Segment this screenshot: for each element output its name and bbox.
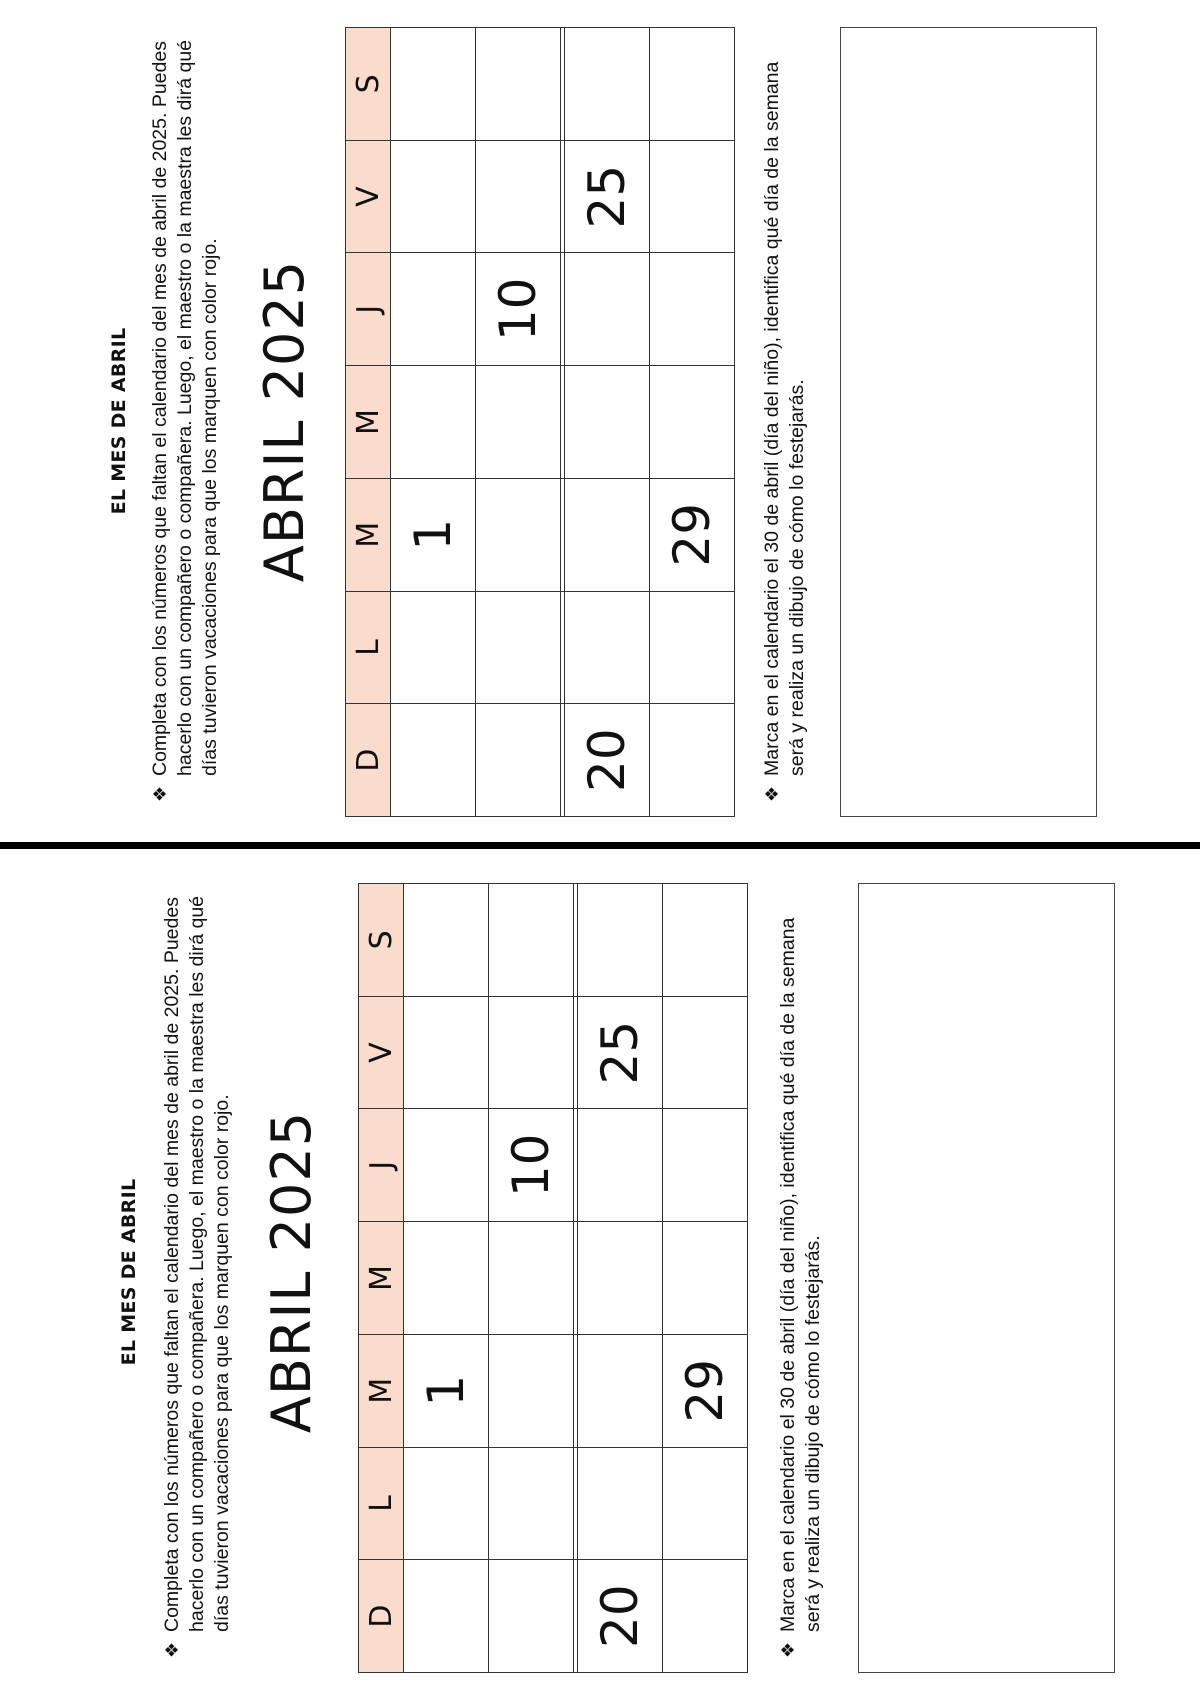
day-cell[interactable] [663,1109,748,1222]
day-cell[interactable]: 20 [565,704,650,817]
day-header: S [346,28,391,141]
worksheet-rotated [0,0,1200,842]
day-cell[interactable] [578,1334,663,1447]
calendar-header-row [359,884,404,1673]
day-cell[interactable] [578,884,663,997]
day-cell[interactable] [663,884,748,997]
day-cell[interactable] [565,591,650,704]
day-cell[interactable] [650,140,735,253]
day-cell[interactable] [578,1109,663,1222]
calendar-week-row [663,884,748,1673]
day-cell[interactable] [488,1447,573,1560]
day-cell[interactable] [404,884,489,997]
calendar-title: ABRIL 2025 [260,1110,323,1434]
day-cell[interactable] [663,1222,748,1335]
instruction-1-text: Completa con los números que faltan el calendario del mes de abril de 2025. Puedes hacerlo con un compañero o compañera. Luego, el maestro o la maestra les dirá qué días tuvieron vacaciones para que los marquen con color rojo. [161,895,233,1632]
day-cell[interactable] [565,366,650,479]
day-header: J [359,1109,404,1222]
day-cell[interactable] [391,140,476,253]
day-cell[interactable]: 10 [475,253,560,366]
instruction-1 [160,888,235,1658]
instruction-1-text: Completa con los números que faltan el calendario del mes de abril de 2025. Puedes hacerlo con un compañero o compañera. Luego, el maestro o la maestra les dirá qué días tuvieron vacaciones para que los marquen con color rojo. [149,39,221,776]
worksheet-copy-bottom [0,846,1200,1698]
calendar-week-row [578,884,663,1673]
calendar-week-row [650,28,735,817]
day-cell[interactable] [391,253,476,366]
day-header: L [359,1447,404,1560]
day-cell[interactable] [391,704,476,817]
day-cell[interactable] [650,253,735,366]
diamond-bullet-icon: ❖ [162,1641,182,1658]
calendar-title: ABRIL 2025 [253,259,316,583]
day-cell[interactable]: 25 [578,996,663,1109]
day-cell[interactable] [475,28,560,141]
day-cell[interactable] [488,1222,573,1335]
day-cell[interactable]: 1 [404,1334,489,1447]
diamond-bullet-icon: ❖ [762,785,782,802]
drawing-box[interactable] [840,27,1097,817]
instruction-2-text: Marca en el calendario el 30 de abril (día del niño), identifica qué día de la semana será y realiza un dibujo de cómo lo festejarás. [761,61,808,776]
day-cell[interactable] [475,591,560,704]
day-cell[interactable] [475,478,560,591]
calendar-week-row [488,884,573,1673]
day-cell[interactable]: 1 [391,478,476,591]
day-cell[interactable] [404,1560,489,1673]
day-cell[interactable] [404,1222,489,1335]
day-cell[interactable]: 20 [578,1560,663,1673]
day-cell[interactable] [650,704,735,817]
day-header: M [359,1222,404,1335]
day-cell[interactable] [565,28,650,141]
worksheet-rotated [0,846,1200,1698]
day-cell[interactable] [475,704,560,817]
day-header: V [346,140,391,253]
calendar-week-row [475,28,560,817]
drawing-box[interactable] [858,883,1115,1673]
day-cell[interactable] [475,140,560,253]
day-cell[interactable] [404,1447,489,1560]
instruction-2-text: Marca en el calendario el 30 de abril (día del niño), identifica qué día de la semana será y realiza un dibujo de cómo lo festejarás. [777,917,824,1632]
day-header: M [359,1334,404,1447]
calendar-table [358,883,748,1673]
calendar-week-row [404,884,489,1673]
calendar-week-row [565,28,650,817]
diamond-bullet-icon: ❖ [778,1641,798,1658]
day-cell[interactable]: 25 [565,140,650,253]
day-cell[interactable] [391,366,476,479]
day-cell[interactable] [488,884,573,997]
day-cell[interactable] [404,1109,489,1222]
day-cell[interactable] [475,366,560,479]
day-header: S [359,884,404,997]
day-cell[interactable] [650,28,735,141]
day-cell[interactable] [565,478,650,591]
day-header: L [346,591,391,704]
day-cell[interactable] [404,996,489,1109]
day-cell[interactable] [488,996,573,1109]
day-cell[interactable] [663,996,748,1109]
calendar-table [345,27,735,817]
worksheet-copy-top [0,0,1200,842]
day-cell[interactable] [650,366,735,479]
day-header: D [359,1560,404,1673]
page-title: EL MES DE ABRIL [118,1178,140,1366]
day-cell[interactable] [663,1447,748,1560]
day-header: D [346,704,391,817]
day-header: J [346,253,391,366]
day-header: M [346,366,391,479]
day-cell[interactable] [663,1560,748,1673]
day-cell[interactable] [565,253,650,366]
instruction-2 [776,888,826,1658]
day-cell[interactable] [578,1222,663,1335]
day-cell[interactable] [488,1334,573,1447]
day-cell[interactable] [650,591,735,704]
day-cell[interactable]: 29 [650,478,735,591]
day-cell[interactable]: 10 [488,1109,573,1222]
day-cell[interactable] [488,1560,573,1673]
diamond-bullet-icon: ❖ [150,785,170,802]
day-cell[interactable]: 29 [663,1334,748,1447]
instruction-2 [760,32,810,802]
calendar-week-row [391,28,476,817]
calendar-header-row [346,28,391,817]
page-title: EL MES DE ABRIL [108,327,130,515]
day-cell[interactable] [391,28,476,141]
instruction-1 [148,32,223,802]
day-header: M [346,478,391,591]
day-cell[interactable] [391,591,476,704]
day-cell[interactable] [578,1447,663,1560]
day-header: V [359,996,404,1109]
